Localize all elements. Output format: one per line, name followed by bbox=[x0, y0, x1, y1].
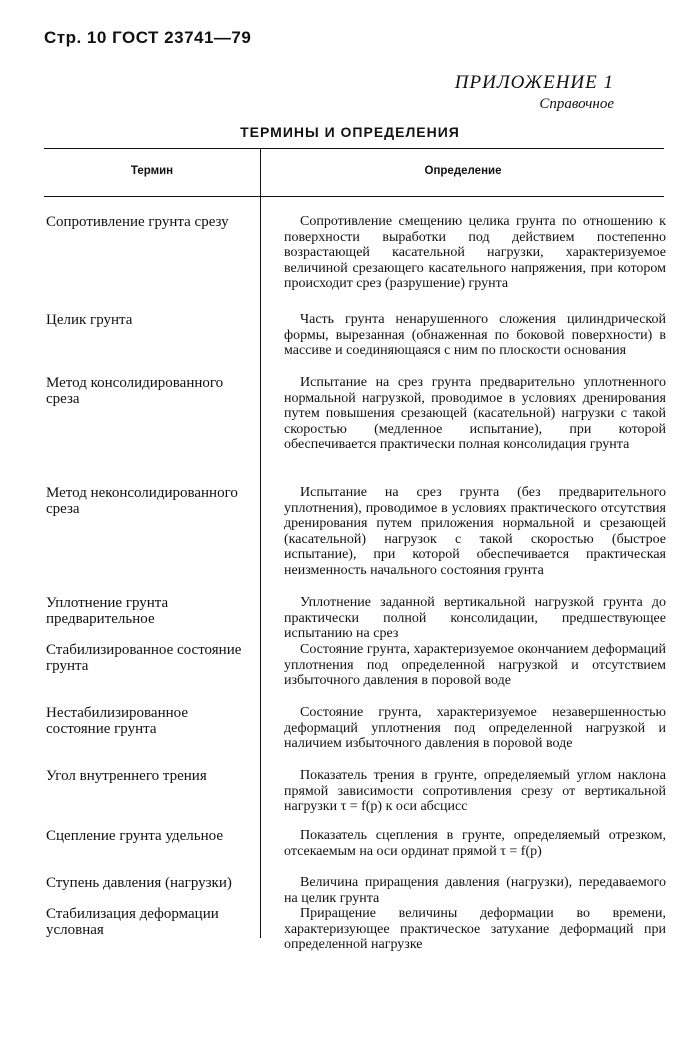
term-cell: Нестабилизированное состояние грунта bbox=[46, 705, 188, 737]
definition-cell: Сопротивление смещению целика грунта по отношению к поверхности выработки под действием постепенно возрастающей касательной нагрузки, характеризуемое величиной срезающего касательного напряжения, при котором происходит срез (разрушение) грунта bbox=[284, 214, 666, 291]
definition-cell: Величина приращения давления (нагрузки), передаваемого на целик грунта bbox=[284, 875, 666, 906]
definition-cell: Испытание на срез грунта (без предварительного уплотнения), проводимое в условиях практического отсутствия дренирования путем приложения нормальной и срезающей (касательной) нагрузок с такой скоростью (быстрое испытание), при которой обеспечивается практическая неизменность начального состояния грунта bbox=[284, 485, 666, 578]
definition-cell: Показатель трения в грунте, определяемый углом наклона прямой зависимости сопротивления срезу от вертикальной нагрузки τ = f(p) к оси абсцисс bbox=[284, 768, 666, 814]
appendix-subtitle: Справочное bbox=[539, 96, 614, 112]
definition-cell: Состояние грунта, характеризуемое незавершенностью деформаций уплотнения под определенной нагрузкой и наличием избыточного давления в поровой воде bbox=[284, 705, 666, 751]
page-header: Стр. 10 ГОСТ 23741—79 bbox=[44, 28, 252, 47]
term-cell: Стабилизация деформации условная bbox=[46, 906, 219, 938]
definition-cell: Приращение величины деформации во времени, характеризующее практическое затухание деформаций при определенной нагрузке bbox=[284, 906, 666, 952]
term-cell: Целик грунта bbox=[46, 312, 133, 328]
term-cell: Ступень давления (нагрузки) bbox=[46, 875, 232, 891]
appendix-label bbox=[455, 72, 614, 113]
definition-cell: Уплотнение заданной вертикальной нагрузкой грунта до практически полной консолидации, предшествующее испытанию на срез bbox=[284, 595, 666, 641]
definition-cell: Часть грунта ненарушенного сложения цилиндрической формы, вырезанная (обнаженная по боковой поверхности) в массиве и соединяющаяся с ним по плоскости основания bbox=[284, 312, 666, 358]
term-cell: Сцепление грунта удельное bbox=[46, 828, 223, 844]
table-top-rule bbox=[44, 148, 664, 149]
column-header-term: Термин bbox=[130, 165, 174, 177]
definition-cell: Испытание на срез грунта предварительно уплотненного нормальной нагрузкой, проводимое в условиях дренирования путем повышения срезающей (касательной) нагрузки с такой скоростью (медленное испытание), при которой обеспечивается практически полная консолидация грунта bbox=[284, 375, 666, 452]
term-cell: Сопротивление грунта срезу bbox=[46, 214, 229, 230]
definition-cell: Состояние грунта, характеризуемое окончанием деформаций уплотнения под определенной нагрузкой и отсутствием избыточного давления в поровой воде bbox=[284, 642, 666, 688]
column-header-definition: Определение bbox=[424, 165, 502, 177]
table-header-rule bbox=[44, 196, 664, 197]
appendix-title: ПРИЛОЖЕНИЕ 1 bbox=[454, 72, 614, 93]
term-cell: Метод неконсолидированного среза bbox=[46, 485, 238, 517]
term-cell: Уплотнение грунта предварительное bbox=[46, 595, 169, 627]
term-cell: Метод консолидированного среза bbox=[46, 375, 224, 407]
term-cell: Угол внутреннего трения bbox=[46, 768, 207, 784]
table-column-divider bbox=[260, 148, 261, 938]
term-cell: Стабилизированное состояние грунта bbox=[46, 642, 242, 674]
definition-cell: Показатель сцепления в грунте, определяемый отрезком, отсекаемым на оси ординат прямой τ = f(p) bbox=[284, 828, 666, 859]
section-title: ТЕРМИНЫ И ОПРЕДЕЛЕНИЯ bbox=[240, 124, 460, 140]
